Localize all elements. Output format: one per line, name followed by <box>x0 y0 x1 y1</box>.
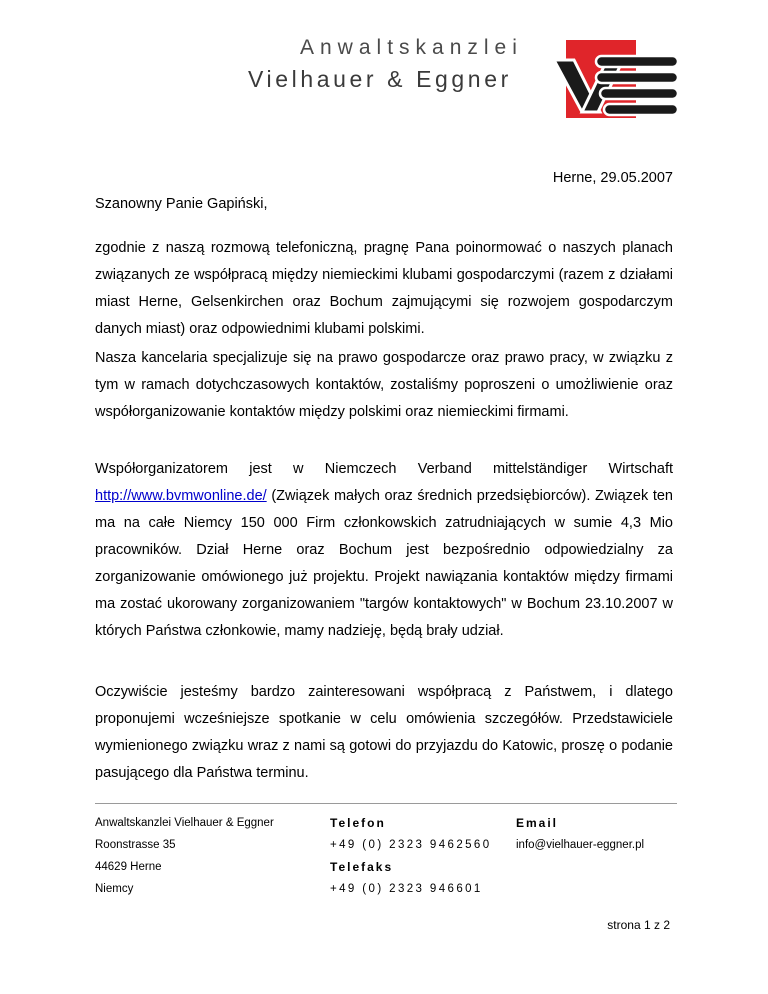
paragraph-1-text: zgodnie z naszą rozmową telefoniczną, pragnę Pana poinormować o naszych planach związanych ze współpracą między niemieckimi klubami gospodarczymi (razem z działami miast Herne, Gelsenkirchen oraz Bochum zajmującymi się rozwojem gospodarczym danych miast) oraz odpowiednimi klubami polskimi. <box>95 240 673 337</box>
footer-phone: +49 (0) 2323 9462560 <box>330 839 492 851</box>
footer-city: 44629 Herne <box>95 861 162 873</box>
salutation: Szanowny Panie Gapiński, <box>95 196 268 212</box>
logo-e-bar-top <box>596 56 678 67</box>
letterhead-firm-line1: Anwaltskanzlei <box>300 36 523 59</box>
letter-date: Herne, 29.05.2007 <box>552 170 673 186</box>
paragraph-3-intro: Współorganizatorem jest w Niemczech Verband mittelständiger Wirtschaft <box>95 461 673 477</box>
footer-phone-label: Telefon <box>330 816 386 830</box>
footer-divider <box>95 803 677 804</box>
logo-e-bar-bottom <box>604 104 678 115</box>
page-number: strona 1 z 2 <box>607 918 670 932</box>
paragraph-3-text <box>95 456 673 645</box>
logo-e-bar-upper-mid <box>596 72 678 83</box>
paragraph-4-text: Oczywiście jesteśmy bardzo zainteresowani współpracą z Państwem, i dlatego proponujemi wcześniejsze spotkanie w celu omówienia szczegółów. Przedstawiciele wymienionego związku wraz z nami są gotowi do przyjazdu do Katowic, proszę o podanie pasującego dla Państwa terminu. <box>95 684 673 781</box>
paragraph-3 <box>95 456 673 645</box>
bvmw-link[interactable]: http://www.bvmwonline.de/ <box>95 488 267 504</box>
paragraph-2-text: Nasza kancelaria specjalizuje się na prawo gospodarcze oraz prawo pracy, w związku z tym w ramach dotychczasowych kontaktów, zostaliśmy poproszeni o umożliwienie oraz współorganizowanie kontaktów między polskimi oraz niemieckimi firmami. <box>95 350 673 420</box>
logo-e-bar-lower-mid <box>600 88 678 99</box>
letterhead-firm-line2: Vielhauer & Eggner <box>248 66 512 92</box>
footer-firm-name: Anwaltskanzlei Vielhauer & Eggner <box>95 817 274 829</box>
footer-email-label: Email <box>516 816 559 830</box>
footer-fax: +49 (0) 2323 946601 <box>330 883 483 895</box>
paragraph-2 <box>95 345 673 426</box>
footer-country: Niemcy <box>95 883 134 895</box>
footer-street: Roonstrasse 35 <box>95 839 176 851</box>
ve-monogram-logo-icon <box>552 38 682 120</box>
paragraph-3-rest: (Związek małych oraz średnich przedsiębiorców). Związek ten ma na całe Niemcy 150 000 Firm członkowskich zatrudniających w sumie 4,3 Mio pracowników. Dział Herne oraz Bochum jest bezpośrednio odpowiedzialny za zorganizowanie omówionego już projektu. Projekt nawiązania kontaktów między firmami ma zostać ukorowany zorganizowaniem "targów kontaktowych" w Bochum 23.10.2007 w których Państwa członkowie, mamy nadzieję, będą brały udział. <box>95 488 673 639</box>
paragraph-4 <box>95 679 673 787</box>
footer-email: info@vielhauer-eggner.pl <box>516 839 645 851</box>
paragraph-1 <box>95 235 673 343</box>
footer-fax-label: Telefaks <box>330 860 394 874</box>
